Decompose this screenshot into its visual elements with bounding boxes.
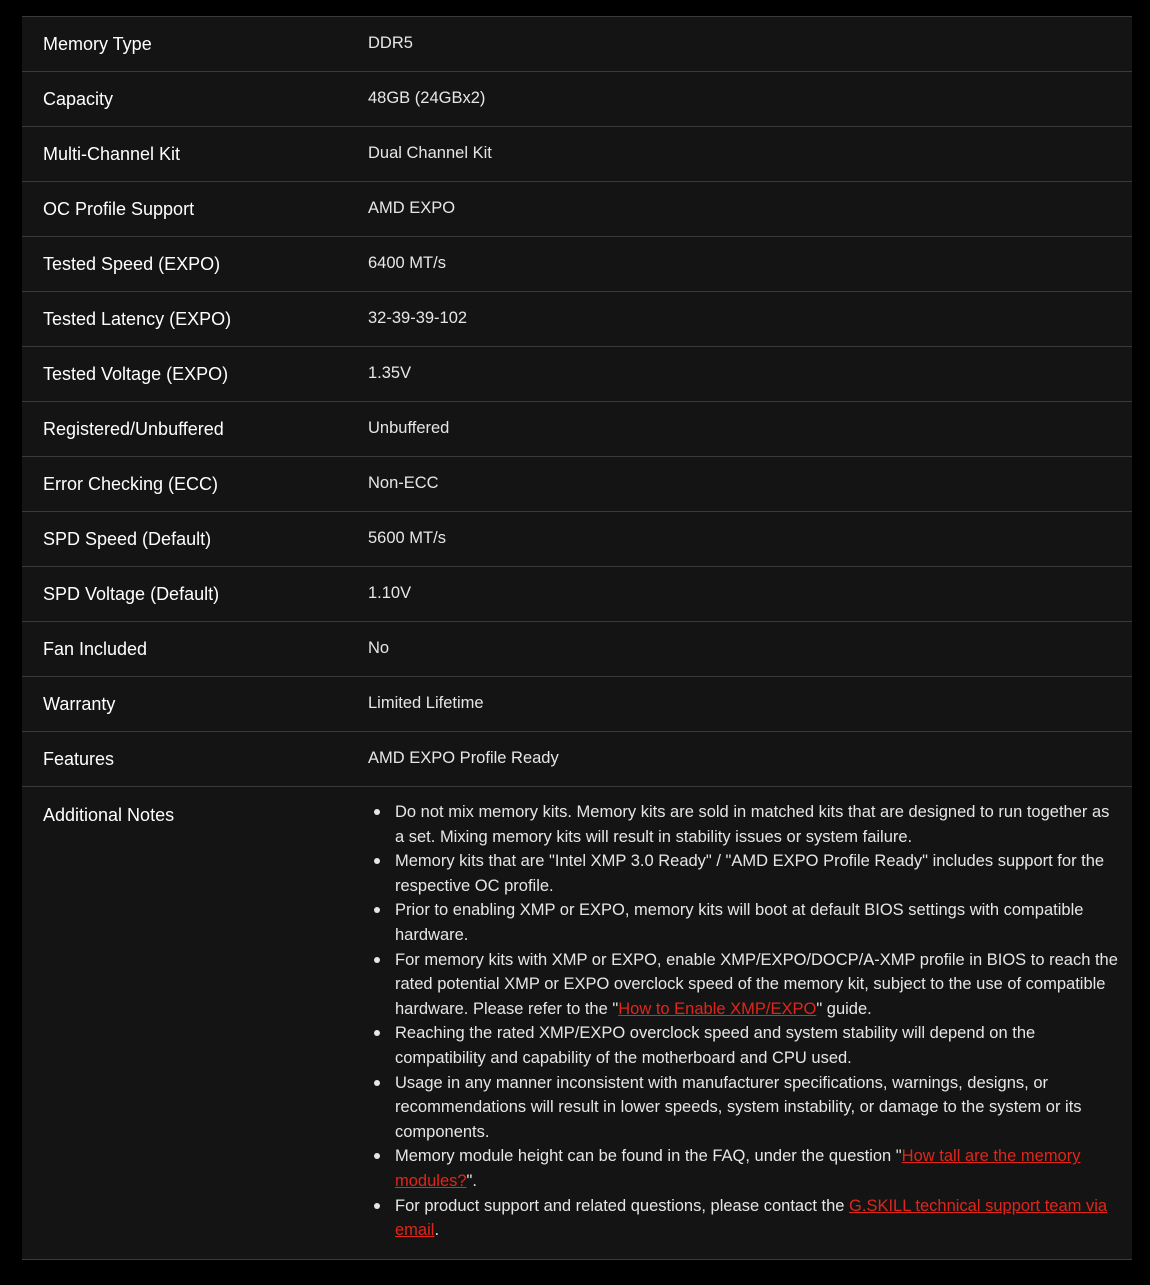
list-item — [395, 1144, 1122, 1193]
spec-row-error-checking — [22, 457, 1132, 512]
spec-label: OC Profile Support — [43, 199, 195, 219]
spec-value: 32-39-39-102 — [368, 309, 468, 327]
spec-label: Warranty — [43, 694, 116, 714]
spec-value: 1.10V — [368, 584, 412, 602]
note-text: . — [434, 1221, 440, 1240]
spec-value: 48GB (24GBx2) — [368, 89, 486, 107]
spec-row-fan-included — [22, 622, 1132, 677]
spec-row-features — [22, 732, 1132, 787]
list-item — [395, 948, 1122, 1022]
list-item — [395, 1194, 1122, 1243]
spec-label: Additional Notes — [43, 805, 175, 825]
list-item — [395, 1021, 1122, 1070]
spec-value: AMD EXPO Profile Ready — [368, 749, 559, 767]
spec-label: Memory Type — [43, 34, 152, 54]
spec-value: 5600 MT/s — [368, 529, 446, 547]
spec-row-memory-type — [22, 17, 1132, 72]
spec-value: Dual Channel Kit — [368, 144, 492, 162]
note-text: For product support and related questions, please contact the — [395, 1196, 850, 1215]
spec-row-additional-notes — [22, 787, 1132, 1260]
spec-value: Limited Lifetime — [368, 694, 484, 712]
spec-label: Tested Speed (EXPO) — [43, 254, 221, 274]
spec-row-spd-voltage — [22, 567, 1132, 622]
note-text: " guide. — [816, 999, 872, 1018]
spec-table — [22, 16, 1132, 1260]
notes-list — [368, 787, 1132, 1259]
spec-row-tested-speed — [22, 237, 1132, 292]
spec-label: Tested Latency (EXPO) — [43, 309, 232, 329]
spec-label: Tested Voltage (EXPO) — [43, 364, 229, 384]
spec-row-capacity — [22, 72, 1132, 127]
spec-value: AMD EXPO — [368, 199, 456, 217]
spec-value: Unbuffered — [368, 419, 450, 437]
spec-row-warranty — [22, 677, 1132, 732]
spec-value: No — [368, 639, 390, 657]
note-text: For memory kits with XMP or EXPO, enable XMP/EXPO/DOCP/A-XMP profile in BIOS to reach the rated potential XMP or EXPO overclock speed of the memory kit, subject to the use of compatible hardware. Please refer to the " — [395, 950, 1118, 1018]
spec-label: Multi-Channel Kit — [43, 144, 181, 164]
spec-row-registered-unbuffered — [22, 402, 1132, 457]
spec-value: Non-ECC — [368, 474, 439, 492]
spec-label: Registered/Unbuffered — [43, 419, 224, 439]
spec-row-tested-latency — [22, 292, 1132, 347]
note-text: Prior to enabling XMP or EXPO, memory kits will boot at default BIOS settings with compatible hardware. — [395, 901, 1084, 944]
spec-value: DDR5 — [368, 34, 413, 52]
note-text: ". — [466, 1171, 477, 1190]
spec-label: Features — [43, 749, 115, 769]
spec-row-tested-voltage — [22, 347, 1132, 402]
xmp-expo-guide-link[interactable]: How to Enable XMP/EXPO — [618, 999, 817, 1018]
list-item — [395, 898, 1122, 947]
module-height-faq-link[interactable]: How tall are the memory modules? — [395, 1147, 1081, 1190]
spec-label: Capacity — [43, 89, 114, 109]
note-text: Usage in any manner inconsistent with manufacturer specifications, warnings, designs, or recommendations will result in lower speeds, system instability, or damage to the system or its components. — [395, 1073, 1082, 1141]
spec-value: 6400 MT/s — [368, 254, 446, 272]
support-email-link[interactable]: G.SKILL technical support team via email — [395, 1196, 1108, 1240]
list-item — [395, 1071, 1122, 1145]
spec-label: SPD Speed (Default) — [43, 529, 212, 549]
note-text: Do not mix memory kits. Memory kits are sold in matched kits that are designed to run together as a set. Mixing memory kits will result in stability issues or system failure. — [395, 803, 1110, 846]
spec-label: SPD Voltage (Default) — [43, 584, 220, 604]
list-item — [395, 800, 1122, 849]
spec-value: 1.35V — [368, 364, 412, 382]
spec-label: Fan Included — [43, 639, 148, 659]
note-text: Memory module height can be found in the FAQ, under the question " — [395, 1147, 902, 1166]
note-text: Reaching the rated XMP/EXPO overclock speed and system stability will depend on the compatibility and capability of the motherboard and CPU used. — [395, 1024, 1036, 1067]
spec-row-multi-channel-kit — [22, 127, 1132, 182]
note-text: Memory kits that are "Intel XMP 3.0 Ready" / "AMD EXPO Profile Ready" includes support for the respective OC profile. — [395, 852, 1105, 895]
list-item — [395, 849, 1122, 898]
spec-label: Error Checking (ECC) — [43, 474, 219, 494]
spec-row-spd-speed — [22, 512, 1132, 567]
spec-row-oc-profile-support — [22, 182, 1132, 237]
